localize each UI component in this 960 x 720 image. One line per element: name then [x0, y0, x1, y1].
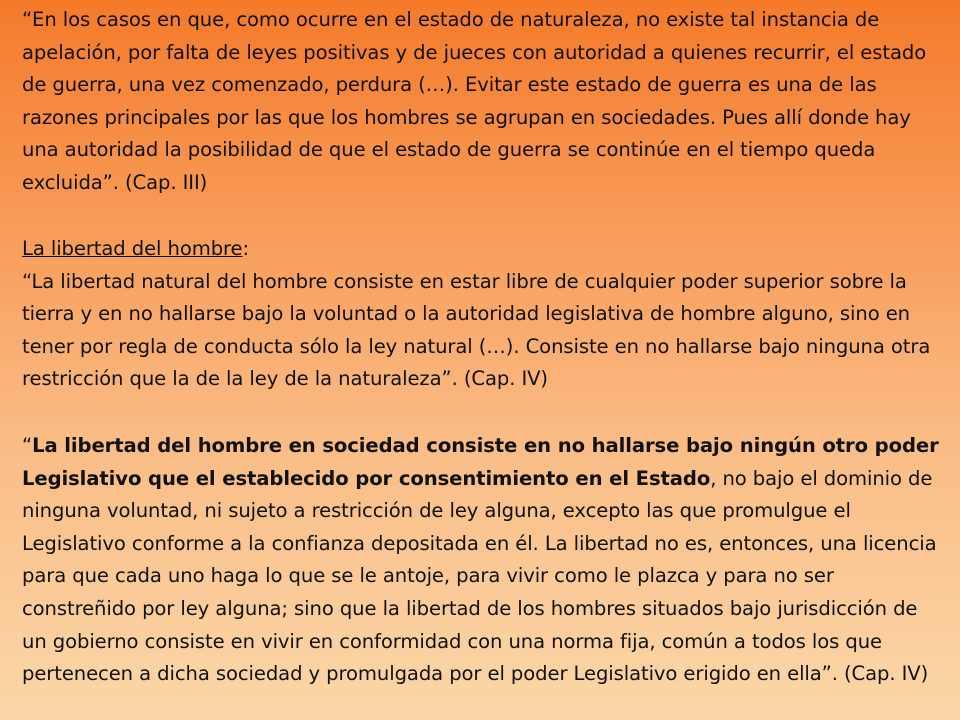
- quote-text: “En los casos en que, como ocurre en el estado de naturaleza, no existe tal instancia de apelación, por falta de leyes positivas y de jueces con autoridad a quienes recurrir, el estado de guerra, una vez comenzado, perdura (…). Evitar este estado de guerra es una de las razones principales por las que los hombres se agrupan en sociedades. Pues allí donde hay una autoridad la posibilidad de que el estado de guerra se continúe en el tiempo queda excluida”. (Cap. III): [22, 8, 927, 194]
- quote-paragraph-cap-iv: “La libertad natural del hombre consiste en estar libre de cualquier poder superior sobre la tierra y en no hallarse bajo la voluntad o la autoridad legislativa de hombre alguno, sino en tener por regla de conducta sólo la ley natural (…). Consiste en no hallarse bajo ninguna otra restricción que la de la ley de la naturaleza”. (Cap. IV): [22, 269, 931, 391]
- quote-text-rest: , no bajo el dominio de ninguna voluntad, ni sujeto a restricción de ley alguna, excepto las que promulgue el Legislativo conforme a la confianza depositada en él. La libertad no es, entonces, una licencia para que cada uno haga lo que se le antoje, para vivir como le plazca y para no ser constreñido por ley alguna; sino que la libertad de los hombres situados bajo jurisdicción de un gobierno consiste en vivir en conformidad con una norma fija, común a todos los que pertenecen a dicha sociedad y promulgada por el poder Legislativo erigido en ella”. (Cap. IV): [22, 466, 937, 686]
- open-quote: “: [22, 434, 33, 457]
- quote-paragraph-cap-iii: [22, 4, 942, 200]
- section-heading-line: [22, 233, 942, 266]
- section-libertad-del-hombre: [22, 233, 942, 396]
- section-heading: La libertad del hombre: [22, 237, 243, 260]
- quote-paragraph-sociedad: [22, 430, 942, 691]
- heading-colon: :: [242, 237, 250, 260]
- bold-quote-text: La libertad del hombre en sociedad consiste en no hallarse bajo ningún otro poder Legislativo que el establecido por consentimiento en el Estado: [22, 434, 939, 490]
